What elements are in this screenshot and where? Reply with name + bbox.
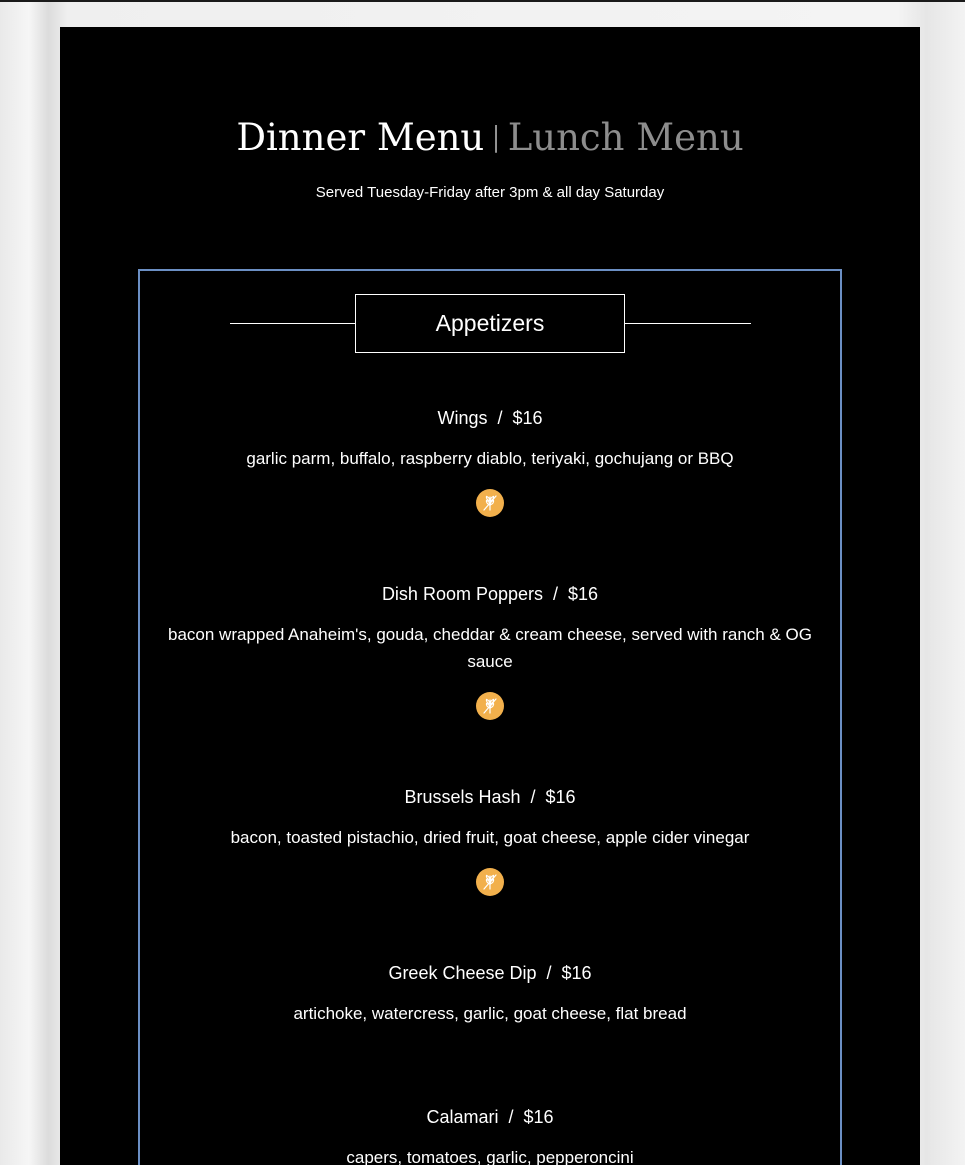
- section-divider-left: [230, 323, 356, 324]
- tab-separator: |: [491, 120, 501, 153]
- gluten-free-icon: [476, 868, 504, 896]
- menu-item-title: Wings / $16: [437, 408, 543, 428]
- appetizers-menu-box: [138, 269, 842, 1165]
- menu-item-calamari: [140, 1105, 840, 1165]
- menu-item-title: Greek Cheese Dip / $16: [388, 963, 592, 983]
- menu-item-wings: [140, 406, 840, 517]
- menu-item-title: Brussels Hash / $16: [404, 787, 576, 807]
- menu-item-description: capers, tomatoes, garlic, pepperoncini: [346, 1148, 634, 1165]
- served-note: Served Tuesday-Friday after 3pm & all day Saturday: [315, 184, 665, 201]
- menu-item-title: Dish Room Poppers / $16: [381, 584, 599, 604]
- menu-item-brussels-hash: [140, 785, 840, 896]
- tab-lunch-menu[interactable]: Lunch Menu: [507, 116, 744, 159]
- menu-panel: [60, 27, 920, 1165]
- section-title: Appetizers: [435, 310, 545, 336]
- section-heading: [355, 294, 625, 353]
- menu-item-title: Calamari / $16: [426, 1107, 554, 1127]
- menu-item-greek-cheese-dip: [140, 961, 840, 1027]
- top-rule: [0, 0, 965, 2]
- section-divider-right: [625, 323, 751, 324]
- menu-tabs: [60, 115, 920, 164]
- gluten-free-icon: [476, 489, 504, 517]
- tab-dinner-menu[interactable]: Dinner Menu: [236, 116, 485, 159]
- menu-item-description: garlic parm, buffalo, raspberry diablo, teriyaki, gochujang or BBQ: [246, 449, 734, 468]
- menu-item-dish-room-poppers: [140, 582, 840, 720]
- menu-item-description: artichoke, watercress, garlic, goat cheese, flat bread: [293, 1004, 687, 1023]
- menu-item-description: bacon wrapped Anaheim's, gouda, cheddar & cream cheese, served with ranch & OG sauce: [168, 625, 812, 671]
- gluten-free-icon: [476, 692, 504, 720]
- menu-item-description: bacon, toasted pistachio, dried fruit, goat cheese, apple cider vinegar: [230, 828, 750, 847]
